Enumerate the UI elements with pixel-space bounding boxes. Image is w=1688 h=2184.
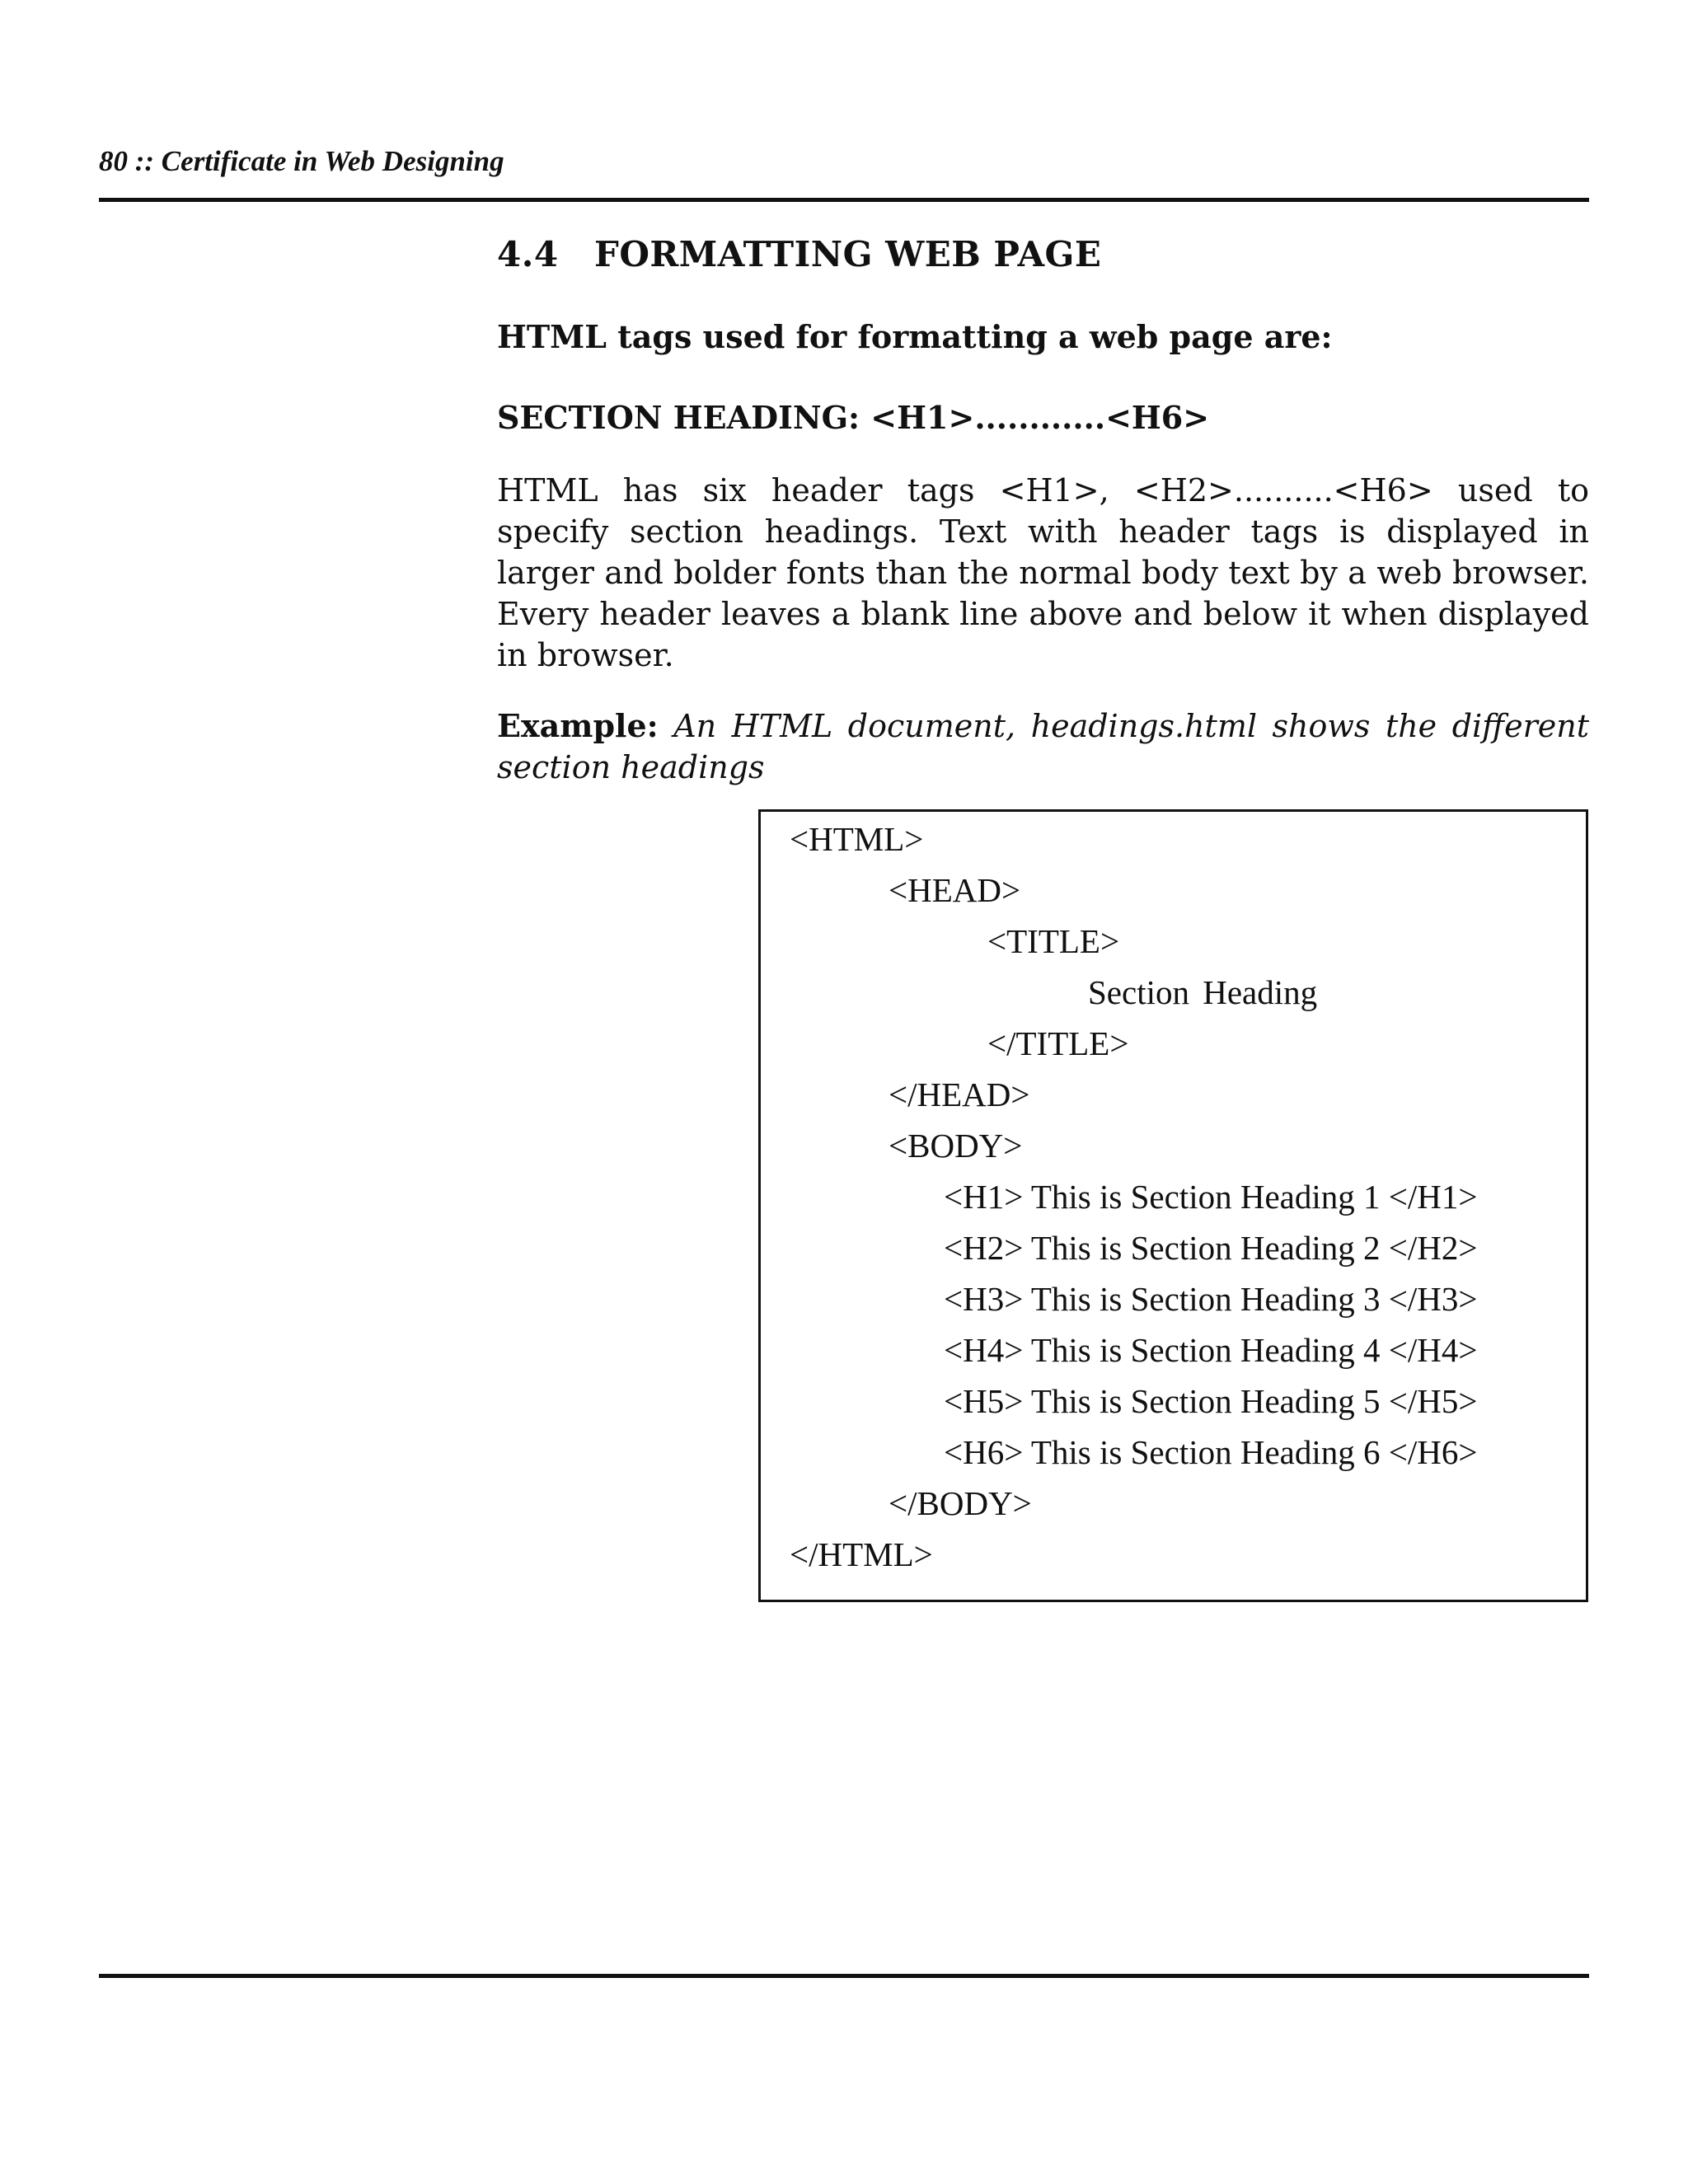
code-line: <H4> This is Section Heading 4 </H4> — [944, 1331, 1478, 1369]
section-heading-label: SECTION HEADING: <H1>............<H6> — [497, 399, 1210, 436]
code-line: <H5> This is Section Heading 5 </H5> — [944, 1382, 1478, 1420]
example-lead: Example: — [497, 707, 659, 744]
code-line: <H1> This is Section Heading 1 </H1> — [944, 1178, 1478, 1216]
example-description: An HTML document, headings.html shows the different section headings — [497, 708, 1589, 785]
code-line: </HTML> — [790, 1535, 933, 1573]
example-paragraph — [497, 705, 1589, 788]
code-box — [758, 809, 1588, 1602]
section-number: 4.4 — [497, 234, 559, 274]
code-line: </HEAD> — [889, 1076, 1030, 1113]
section-title — [497, 234, 1101, 275]
running-header: 80 :: Certificate in Web Designing — [99, 145, 504, 177]
header-rule — [99, 198, 1589, 202]
code-line: </BODY> — [889, 1484, 1032, 1522]
intro-heading: HTML tags used for formatting a web page are: — [497, 318, 1333, 355]
footer-rule — [99, 1974, 1589, 1978]
code-line: <HEAD> — [889, 871, 1021, 909]
section-title-text: FORMATTING WEB PAGE — [594, 234, 1102, 274]
code-line: <TITLE> — [987, 922, 1120, 960]
code-line: </TITLE> — [987, 1024, 1129, 1062]
code-line: <HTML> — [790, 820, 924, 858]
code-line: <H3> This is Section Heading 3 </H3> — [944, 1280, 1478, 1318]
code-line: <H2> This is Section Heading 2 </H2> — [944, 1229, 1478, 1267]
code-line: <H6> This is Section Heading 6 </H6> — [944, 1433, 1478, 1471]
code-line: <BODY> — [889, 1127, 1023, 1165]
body-paragraph: HTML has six header tags <H1>, <H2>..........<H6> used to specify section headings. Text with header tags is displayed in larger and bolder fonts than the normal body text by a web browser. Every header leaves a blank line above and below it when displayed in browser. — [497, 472, 1589, 673]
code-line: Section Heading — [1088, 973, 1318, 1011]
